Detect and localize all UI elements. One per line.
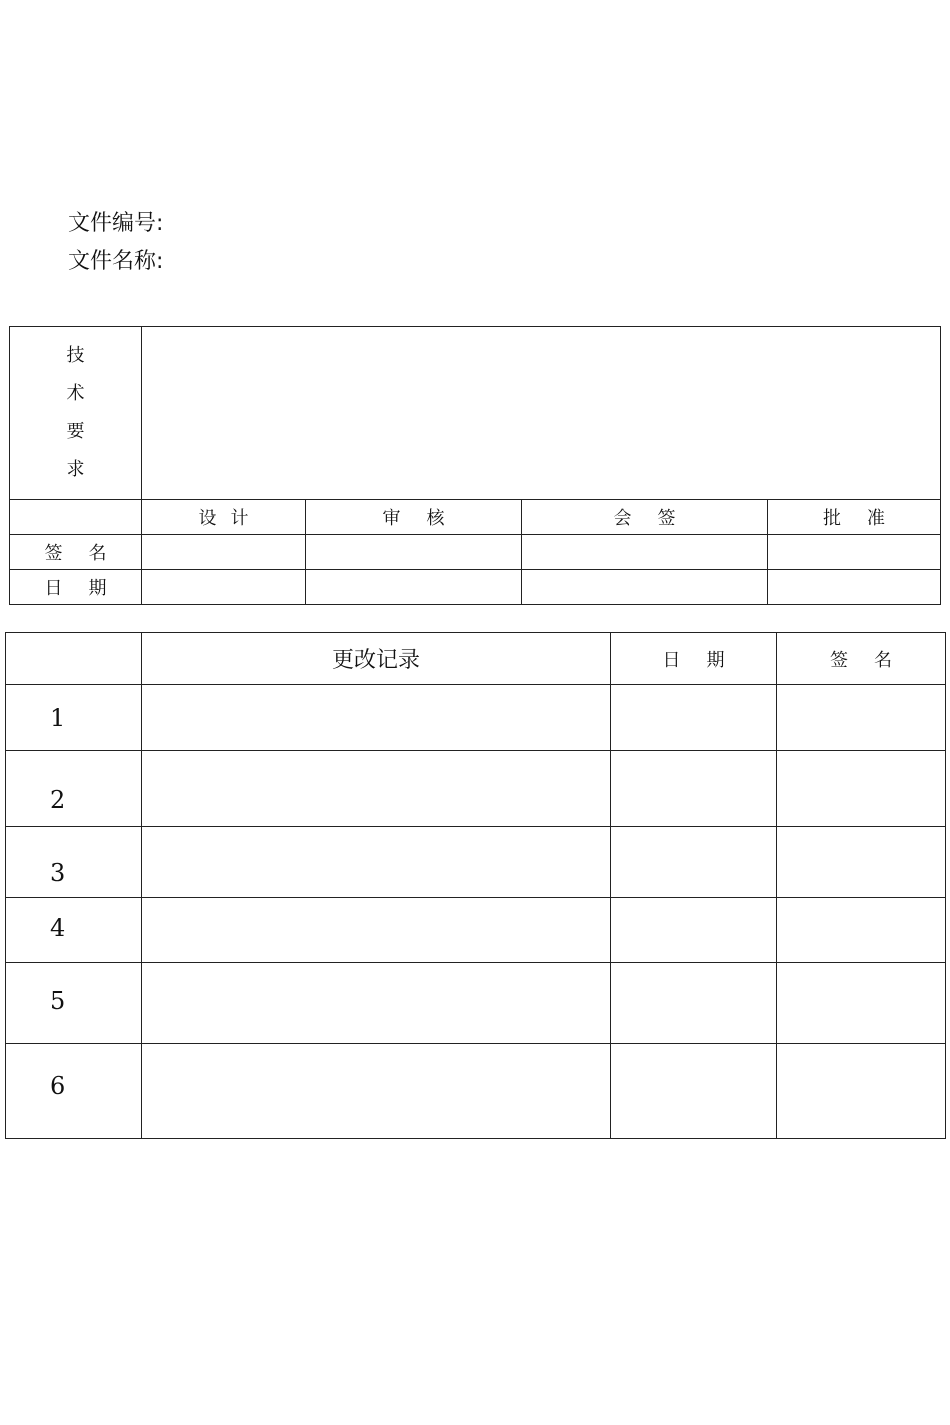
record-cell[interactable] [142,685,611,751]
table-row [6,827,946,898]
date-cell[interactable] [522,570,768,605]
date-cell[interactable] [611,685,777,751]
row-number: 5 [6,963,142,1044]
table-row [6,1044,946,1139]
sign-cell[interactable] [777,898,946,963]
record-cell[interactable] [142,898,611,963]
date-cell[interactable] [611,751,777,827]
sign-cell[interactable] [777,751,946,827]
document-number-row [68,205,467,243]
row-number: 3 [6,827,142,898]
date-cell[interactable] [611,827,777,898]
date-cell[interactable] [611,1044,777,1139]
approval-header-row [10,500,941,535]
change-date-header: 日期 [611,633,777,685]
sign-cell[interactable] [777,963,946,1044]
table-row [6,963,946,1044]
date-cell[interactable] [611,898,777,963]
tech-requirements-row [10,327,941,500]
date-row-label: 日期 [10,570,142,605]
row-number: 6 [6,1044,142,1139]
document-name-value[interactable] [167,243,467,281]
date-cell[interactable] [768,570,941,605]
signature-cell[interactable] [142,535,306,570]
signature-cell[interactable] [522,535,768,570]
row-number: 2 [6,751,142,827]
row-number: 1 [6,685,142,751]
document-number-value[interactable] [167,205,467,243]
change-sign-header: 签名 [777,633,946,685]
date-cell[interactable] [611,963,777,1044]
date-cell[interactable] [306,570,522,605]
header-design: 设计 [142,500,306,535]
header-countersign: 会签 [522,500,768,535]
table-row [6,898,946,963]
tech-label-char: 技 [66,345,85,366]
sign-cell[interactable] [777,827,946,898]
header-review: 审核 [306,500,522,535]
document-name-row [68,243,467,281]
tech-label-char: 术 [66,383,85,404]
header-approve: 批准 [768,500,941,535]
tech-requirements-content[interactable] [142,327,941,500]
sign-cell[interactable] [777,1044,946,1139]
change-record-table [5,632,946,1139]
record-cell[interactable] [142,1044,611,1139]
table-row [6,751,946,827]
record-cell[interactable] [142,963,611,1044]
table-row [6,685,946,751]
signature-row [10,535,941,570]
date-cell[interactable] [142,570,306,605]
signature-cell[interactable] [768,535,941,570]
approval-header-blank [10,500,142,535]
change-record-header-row [6,633,946,685]
tech-label-char: 要 [66,421,85,442]
change-header-blank [6,633,142,685]
record-cell[interactable] [142,751,611,827]
technical-requirements-table [9,326,941,605]
signature-cell[interactable] [306,535,522,570]
tech-requirements-label [10,327,142,500]
date-row [10,570,941,605]
document-header-fields [68,205,467,281]
row-number: 4 [6,898,142,963]
sign-cell[interactable] [777,685,946,751]
change-record-header: 更改记录 [142,633,611,685]
document-number-label: 文件编号: [68,211,164,236]
record-cell[interactable] [142,827,611,898]
tech-label-char: 求 [66,459,85,480]
signature-row-label: 签名 [10,535,142,570]
document-name-label: 文件名称: [68,249,164,274]
